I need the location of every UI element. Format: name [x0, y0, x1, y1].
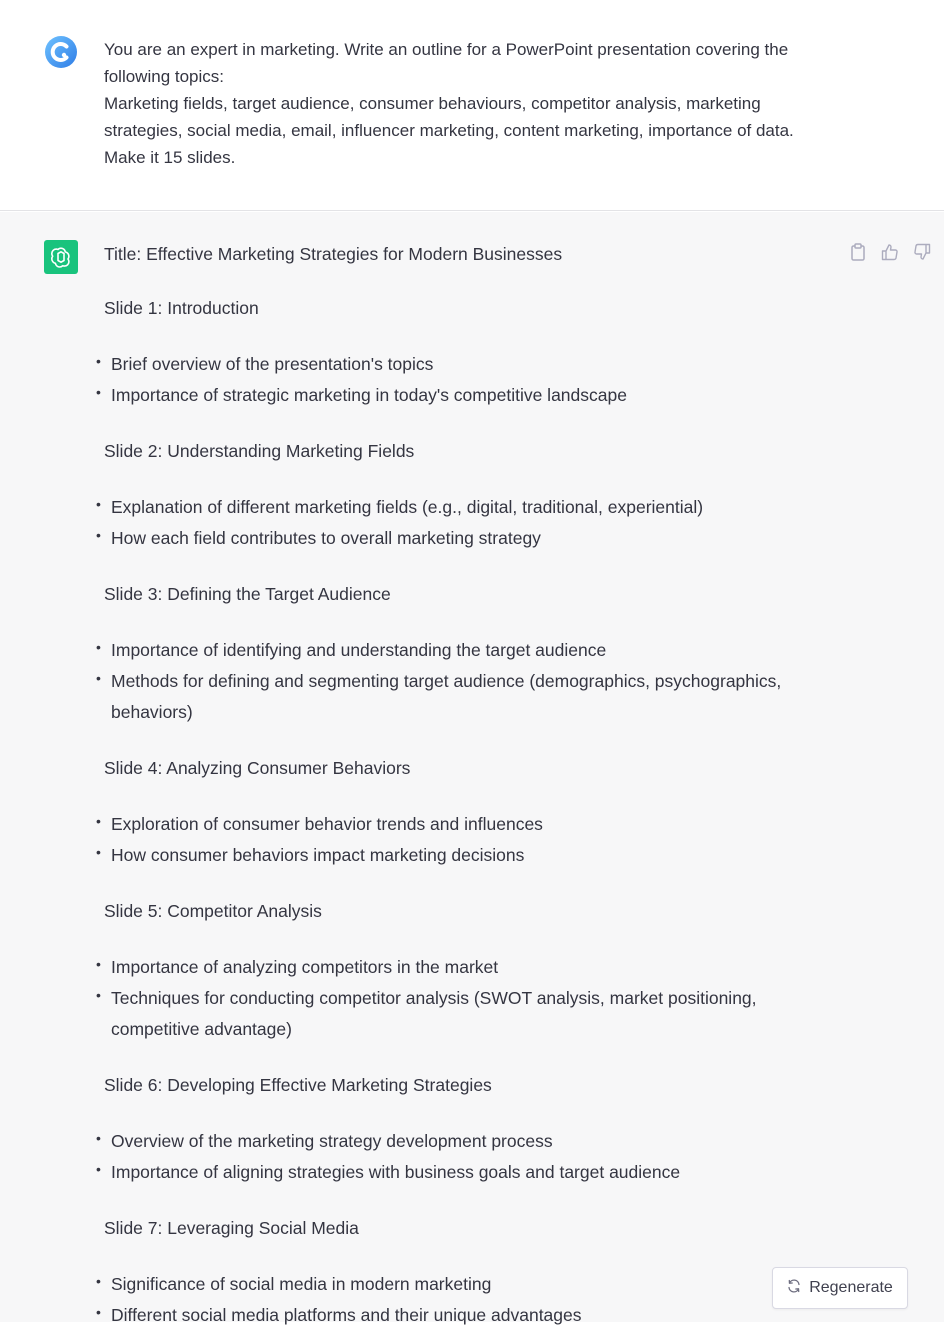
slide-bullet-list [96, 492, 844, 554]
bullet-dot-icon: • [96, 496, 101, 512]
user-message-line: strategies, social media, email, influencer marketing, content marketing, importance of data. [104, 121, 794, 140]
regenerate-button[interactable] [772, 1267, 908, 1309]
slide-heading: Slide 5: Competitor Analysis [104, 901, 322, 921]
slide-bullet-text: How each field contributes to overall marketing strategy [111, 528, 541, 548]
slide-bullet-text: Different social media platforms and their unique advantages [111, 1305, 582, 1325]
bullet-dot-icon: • [96, 1304, 101, 1320]
bullet-dot-icon: • [96, 1273, 101, 1289]
slide-bullet-list [96, 952, 844, 1045]
slide-bullet-list [96, 349, 844, 411]
bullet-dot-icon: • [96, 987, 101, 1003]
clipboard-icon[interactable] [848, 242, 868, 262]
user-message-line: You are an expert in marketing. Write an outline for a PowerPoint presentation covering the [104, 40, 789, 59]
regenerate-label: Regenerate [809, 1279, 893, 1296]
slide-bullet-list [96, 809, 844, 871]
bullet-dot-icon: • [96, 844, 101, 860]
slide-heading: Slide 1: Introduction [104, 298, 259, 318]
bullet-dot-icon: • [96, 527, 101, 543]
slide-bullet [96, 1269, 816, 1300]
user-message-line: following topics: [104, 67, 225, 86]
bullet-dot-icon: • [96, 1161, 101, 1177]
slide-bullet [96, 1126, 816, 1157]
user-avatar-icon [44, 35, 78, 69]
slide-heading: Slide 2: Understanding Marketing Fields [104, 441, 415, 461]
slide-bullet-text: Significance of social media in modern marketing [111, 1274, 492, 1294]
user-message-line: Make it 15 slides. [104, 148, 236, 167]
slide-bullet [96, 952, 816, 983]
slide-bullet [96, 840, 816, 871]
chatgpt-logo-icon [44, 240, 78, 274]
slide-bullet [96, 1157, 816, 1188]
slide-heading: Slide 3: Defining the Target Audience [104, 584, 391, 604]
user-message [0, 0, 944, 211]
slide-heading: Slide 6: Developing Effective Marketing Strategies [104, 1075, 492, 1095]
slides-list [96, 295, 844, 1331]
thumbs-up-icon[interactable] [880, 242, 900, 262]
bullet-dot-icon: • [96, 639, 101, 655]
outline-title: Title: Effective Marketing Strategies for Modern Businesses [104, 244, 563, 264]
bullet-dot-icon: • [96, 670, 101, 686]
message-actions [848, 242, 932, 262]
bullet-dot-icon: • [96, 956, 101, 972]
slide-bullet-text: How consumer behaviors impact marketing decisions [111, 845, 525, 865]
slide-bullet-text: Importance of strategic marketing in today's competitive landscape [111, 385, 627, 405]
slide-bullet [96, 666, 816, 728]
bullet-dot-icon: • [96, 1130, 101, 1146]
assistant-message [0, 212, 944, 1325]
user-message-line: Marketing fields, target audience, consumer behaviours, competitor analysis, marketing [104, 94, 761, 113]
slide-bullet-text: Importance of identifying and understanding the target audience [111, 640, 607, 660]
slide-bullet-text: Exploration of consumer behavior trends and influences [111, 814, 543, 834]
slide-bullet-text: Overview of the marketing strategy development process [111, 1131, 553, 1151]
slide-bullet-text: Methods for defining and segmenting target audience (demographics, psychographics, behaviors) [111, 671, 782, 722]
bullet-dot-icon: • [96, 353, 101, 369]
slide-bullet [96, 523, 816, 554]
slide-bullet-text: Techniques for conducting competitor analysis (SWOT analysis, market positioning, competitive advantage) [111, 988, 757, 1039]
thumbs-down-icon[interactable] [912, 242, 932, 262]
slide-bullet [96, 983, 816, 1045]
user-message-text [104, 36, 844, 171]
assistant-message-content [96, 241, 844, 1331]
slide-heading: Slide 4: Analyzing Consumer Behaviors [104, 758, 411, 778]
bullet-dot-icon: • [96, 813, 101, 829]
slide-bullet-text: Explanation of different marketing fields (e.g., digital, traditional, experiential) [111, 497, 704, 517]
slide-bullet-text: Importance of aligning strategies with business goals and target audience [111, 1162, 681, 1182]
slide-bullet [96, 809, 816, 840]
slide-heading: Slide 7: Leveraging Social Media [104, 1218, 359, 1238]
bullet-dot-icon: • [96, 384, 101, 400]
slide-bullet [96, 380, 816, 411]
slide-bullet [96, 1300, 816, 1331]
slide-bullet-text: Importance of analyzing competitors in the market [111, 957, 499, 977]
slide-bullet [96, 635, 816, 666]
slide-bullet [96, 492, 816, 523]
slide-bullet [96, 349, 816, 380]
refresh-icon [787, 1279, 801, 1298]
slide-bullet-list [96, 1126, 844, 1188]
slide-bullet-text: Brief overview of the presentation's topics [111, 354, 434, 374]
slide-bullet-list [96, 635, 844, 728]
